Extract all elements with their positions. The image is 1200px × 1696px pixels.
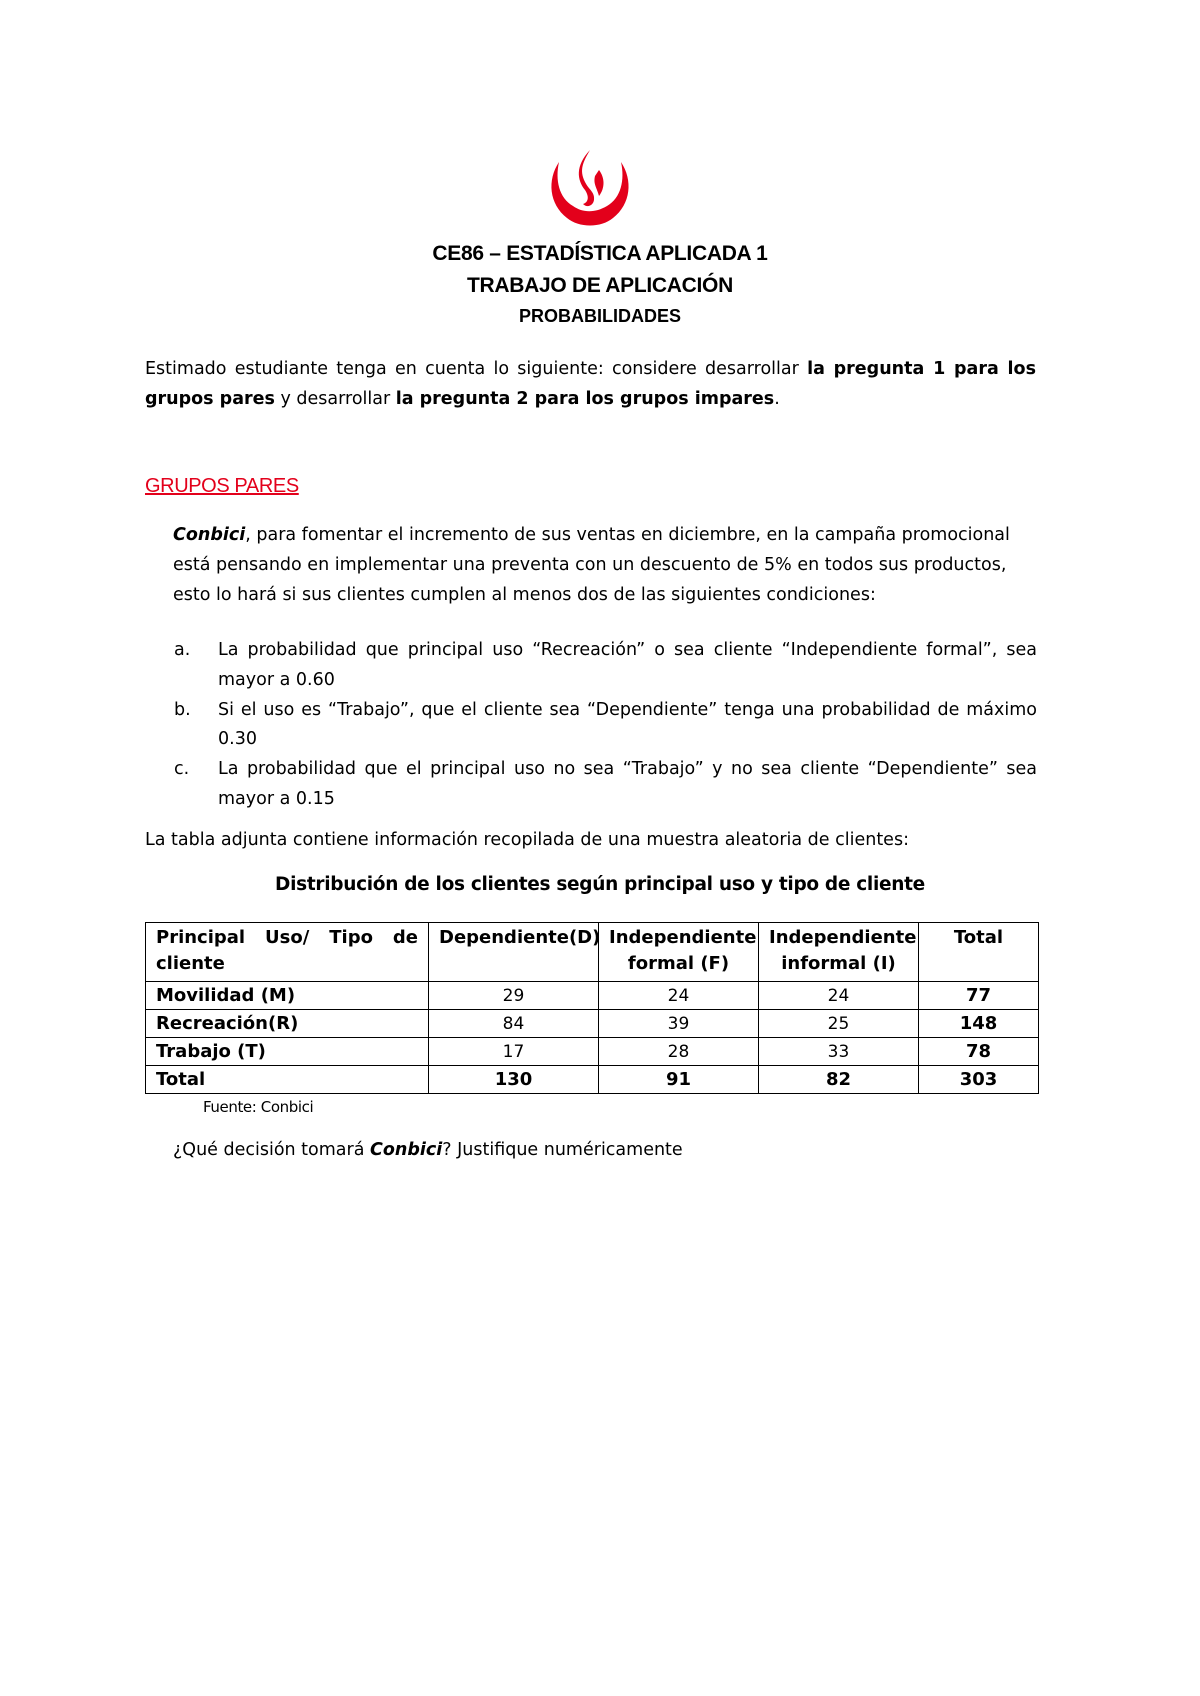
question-text bbox=[173, 1140, 683, 1160]
list-item-text: Si el uso es “Trabajo”, que el cliente sea “Dependiente” tenga una probabilidad de máximo 0.30 bbox=[218, 699, 1037, 749]
topic-title: PROBABILIDADES bbox=[518, 306, 681, 326]
list-item bbox=[174, 755, 1037, 814]
table-title: Distribución de los clientes según principal uso y tipo de cliente bbox=[275, 874, 925, 895]
question-pre: ¿Qué decisión tomará bbox=[173, 1140, 371, 1160]
case-paragraph bbox=[173, 520, 1037, 610]
course-title: CE86 – ESTADÍSTICA APLICADA 1 bbox=[432, 242, 768, 265]
table-row-total bbox=[146, 1066, 1039, 1094]
list-item-text: La probabilidad que el principal uso no sea “Trabajo” y no sea cliente “Dependiente” sea mayor a 0.15 bbox=[218, 759, 1037, 809]
list-item-letter: c. bbox=[174, 759, 190, 779]
list-item-text: La probabilidad que principal uso “Recreación” o sea cliente “Independiente formal”, sea mayor a 0.60 bbox=[218, 640, 1037, 690]
row-header-line2: cliente bbox=[156, 953, 225, 974]
column-header: Dependiente(D) bbox=[429, 923, 599, 982]
row-label: Recreación(R) bbox=[146, 1010, 429, 1038]
table-cell-total: 91 bbox=[599, 1066, 759, 1094]
intro-paragraph bbox=[145, 354, 1036, 414]
table-source: Fuente: Conbici bbox=[203, 1098, 314, 1116]
table-cell: 24 bbox=[599, 982, 759, 1010]
table-cell-total: 78 bbox=[919, 1038, 1039, 1066]
conditions-list bbox=[174, 636, 1037, 815]
column-header: Independiente formal (F) bbox=[599, 923, 759, 982]
row-header-cell bbox=[146, 923, 429, 982]
intro-bold-2: la pregunta 2 para los grupos impares bbox=[395, 389, 775, 409]
question-brand: Conbici bbox=[370, 1140, 443, 1160]
table-cell-total: 77 bbox=[919, 982, 1039, 1010]
table-cell: 25 bbox=[759, 1010, 919, 1038]
column-header: Total bbox=[919, 923, 1039, 982]
table-intro: La tabla adjunta contiene información recopilada de una muestra aleatoria de clientes: bbox=[145, 830, 909, 850]
table-cell: 39 bbox=[599, 1010, 759, 1038]
table-header-row bbox=[146, 923, 1039, 982]
distribution-table bbox=[145, 922, 1039, 1094]
university-flame-logo-icon bbox=[545, 140, 635, 232]
table-cell-total: 148 bbox=[919, 1010, 1039, 1038]
row-label: Movilidad (M) bbox=[146, 982, 429, 1010]
table-cell-total: 130 bbox=[429, 1066, 599, 1094]
row-label: Total bbox=[146, 1066, 429, 1094]
intro-text-3: . bbox=[774, 389, 780, 409]
list-item bbox=[174, 696, 1037, 755]
table-cell: 17 bbox=[429, 1038, 599, 1066]
brand-name: Conbici bbox=[173, 525, 246, 545]
column-header: Independiente informal (I) bbox=[759, 923, 919, 982]
intro-text-2: y desarrollar bbox=[274, 389, 396, 409]
intro-text-1: Estimado estudiante tenga en cuenta lo siguiente: considere desarrollar bbox=[145, 359, 808, 379]
list-item bbox=[174, 636, 1037, 695]
row-header-line1: Principal Uso/ Tipo de bbox=[156, 927, 418, 948]
assignment-title: TRABAJO DE APLICACIÓN bbox=[467, 274, 733, 297]
question-post: ? Justifique numéricamente bbox=[442, 1140, 683, 1160]
table-cell-total: 82 bbox=[759, 1066, 919, 1094]
row-label: Trabajo (T) bbox=[146, 1038, 429, 1066]
table-cell: 29 bbox=[429, 982, 599, 1010]
table-cell: 28 bbox=[599, 1038, 759, 1066]
table-row bbox=[146, 982, 1039, 1010]
list-item-letter: a. bbox=[174, 640, 191, 660]
table-row bbox=[146, 1038, 1039, 1066]
table-cell: 24 bbox=[759, 982, 919, 1010]
intro-bold-1: la pregunta 1 para los grupos pares bbox=[145, 359, 1036, 409]
table-cell: 33 bbox=[759, 1038, 919, 1066]
case-text: , para fomentar el incremento de sus ventas en diciembre, en la campaña promocional está pensando en implementar una preventa con un descuento de 5% en todos sus productos, esto lo hará si sus clientes cumplen al menos dos de las siguientes condiciones: bbox=[173, 525, 1010, 605]
list-item-letter: b. bbox=[174, 699, 191, 720]
section-title: GRUPOS PARES bbox=[145, 475, 299, 497]
table-cell-total: 303 bbox=[919, 1066, 1039, 1094]
table-row bbox=[146, 1010, 1039, 1038]
table-cell: 84 bbox=[429, 1010, 599, 1038]
